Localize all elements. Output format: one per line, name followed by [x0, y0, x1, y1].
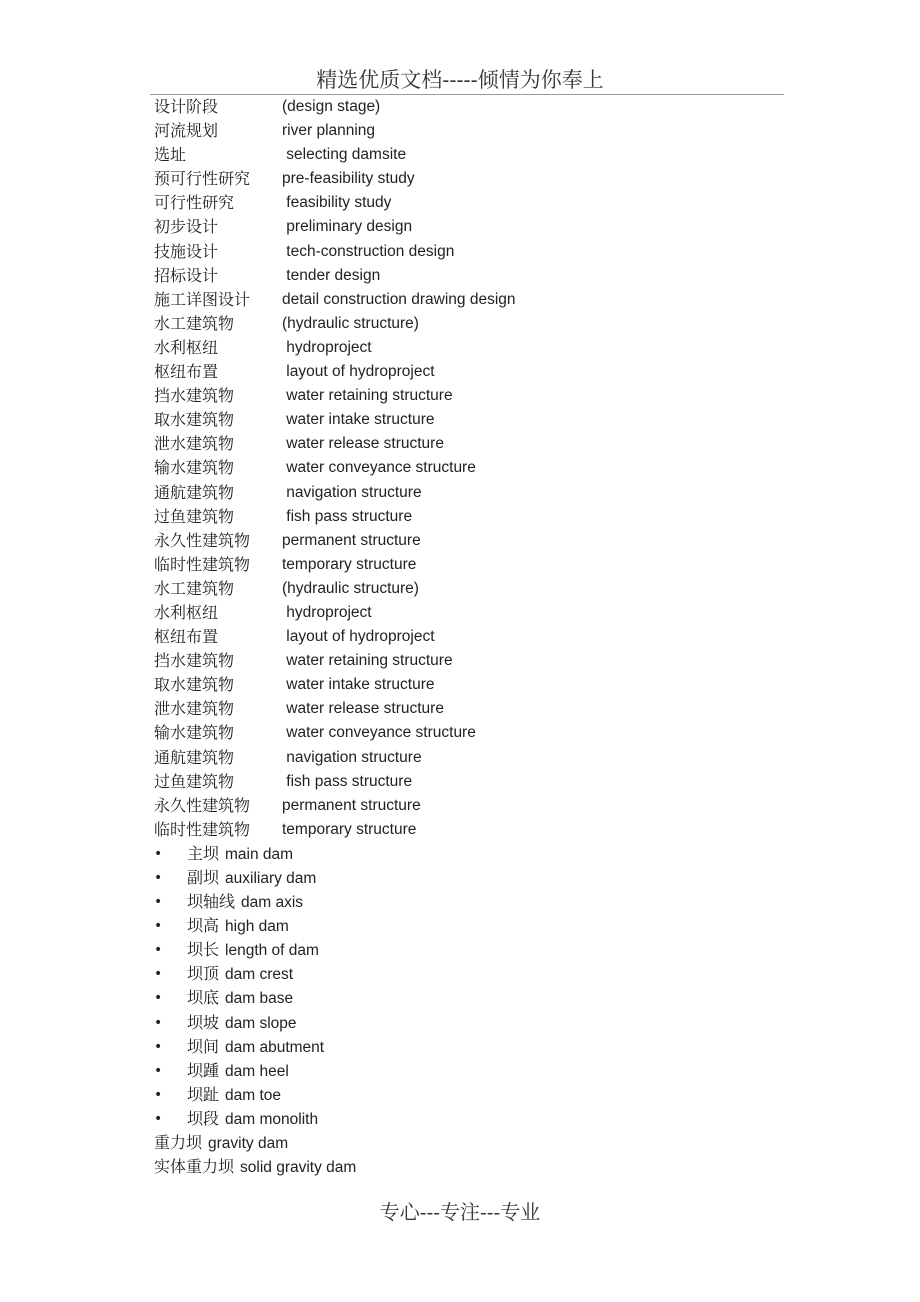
term-chinese: 过鱼建筑物: [154, 506, 235, 526]
glossary-content: [154, 95, 774, 1179]
bullet-term-chinese: 坝坡: [187, 1012, 220, 1032]
term-english: feasibility study: [282, 194, 392, 212]
term-chinese: 招标设计: [154, 265, 219, 285]
term-chinese: 枢纽布置: [154, 362, 219, 382]
term-row: [154, 264, 774, 288]
bullet-marker: •: [154, 1038, 163, 1055]
term-row: [154, 191, 774, 215]
bullet-term: [187, 914, 289, 939]
plain-row: [154, 1155, 774, 1179]
term-chinese: 取水建筑物: [154, 410, 235, 430]
term-chinese: 永久性建筑物: [154, 795, 251, 815]
bullet-marker: •: [154, 942, 163, 959]
term-chinese: 设计阶段: [154, 97, 219, 116]
term-english: water conveyance structure: [282, 459, 476, 477]
bullet-term: [187, 1035, 324, 1060]
term-english: layout of hydroproject: [282, 628, 435, 646]
term-english: hydroproject: [282, 338, 372, 356]
bullet-term: [187, 1011, 297, 1036]
term-row: [154, 746, 774, 770]
term-english: temporary structure: [282, 820, 417, 838]
plain-term-english: gravity dam: [208, 1135, 289, 1153]
bullet-term-english: dam heel: [225, 1062, 289, 1080]
term-english: (hydraulic structure): [282, 579, 419, 597]
bullet-term-english: dam slope: [225, 1014, 297, 1032]
bullet-marker: •: [154, 894, 163, 911]
bullet-row: [154, 914, 774, 938]
bullet-term-english: dam abutment: [225, 1038, 325, 1056]
bullet-term-english: dam monolith: [225, 1110, 319, 1128]
bullet-term-chinese: 坝间: [187, 1036, 220, 1056]
bullet-marker: •: [154, 990, 163, 1007]
plain-term-english: solid gravity dam: [240, 1159, 357, 1177]
term-chinese: 水利枢纽: [154, 337, 219, 357]
term-english: river planning: [282, 122, 376, 140]
term-english: water intake structure: [282, 676, 435, 694]
bullet-term: [187, 890, 303, 915]
term-row: [154, 553, 774, 577]
term-chinese: 取水建筑物: [154, 675, 235, 695]
term-chinese: 预可行性研究: [154, 169, 251, 189]
bullet-row: [154, 1059, 774, 1083]
term-row: [154, 649, 774, 673]
term-row: [154, 215, 774, 239]
term-row: [154, 529, 774, 553]
bullet-marker: •: [154, 1014, 163, 1031]
term-english: layout of hydroproject: [282, 363, 435, 381]
term-english: temporary structure: [282, 555, 417, 573]
plain-term-chinese: 实体重力坝: [154, 1157, 235, 1177]
term-english: selecting damsite: [282, 146, 407, 164]
term-english: navigation structure: [282, 483, 422, 501]
term-row: [154, 697, 774, 721]
page-header: 精选优质文档-----倾情为你奉上: [316, 68, 604, 92]
plain-term-chinese: 重力坝: [154, 1133, 203, 1153]
term-row: [154, 818, 774, 842]
plain-term-list: [154, 1131, 774, 1179]
term-chinese: 水利枢纽: [154, 602, 219, 622]
term-row: [154, 601, 774, 625]
term-english: pre-feasibility study: [282, 170, 415, 188]
term-english: preliminary design: [282, 218, 413, 236]
term-english: tender design: [282, 266, 381, 284]
term-chinese: 挡水建筑物: [154, 651, 235, 671]
bullet-marker: •: [154, 870, 163, 886]
bullet-term-english: auxiliary dam: [225, 870, 317, 887]
term-row: [154, 770, 774, 794]
term-chinese: 通航建筑物: [154, 747, 235, 767]
term-row: [154, 360, 774, 384]
bullet-term-english: dam crest: [225, 966, 294, 984]
bullet-term-chinese: 坝趾: [187, 1084, 220, 1104]
bullet-row: [154, 842, 774, 866]
bullet-term-chinese: 坝底: [187, 988, 220, 1008]
term-list: [154, 95, 774, 842]
bullet-row: [154, 1035, 774, 1059]
bullet-term-english: high dam: [225, 918, 289, 936]
term-row: [154, 432, 774, 456]
term-chinese: 临时性建筑物: [154, 819, 251, 839]
term-chinese: 挡水建筑物: [154, 386, 235, 406]
bullet-term-english: main dam: [225, 845, 294, 863]
bullet-term: [187, 866, 316, 891]
bullet-term-chinese: 坝段: [187, 1108, 220, 1128]
term-chinese: 选址: [154, 145, 187, 165]
term-english: hydroproject: [282, 603, 372, 621]
term-row: [154, 794, 774, 818]
bullet-term: [187, 1107, 318, 1132]
term-chinese: 枢纽布置: [154, 627, 219, 647]
term-chinese: 临时性建筑物: [154, 554, 251, 574]
term-english: (design stage): [282, 98, 381, 115]
term-chinese: 可行性研究: [154, 193, 235, 213]
plain-row: [154, 1131, 774, 1155]
bullet-term-english: dam axis: [241, 894, 304, 912]
term-row: [154, 408, 774, 432]
term-row: [154, 577, 774, 601]
term-row: [154, 143, 774, 167]
term-chinese: 水工建筑物: [154, 313, 235, 333]
term-english: fish pass structure: [282, 772, 413, 790]
term-chinese: 通航建筑物: [154, 482, 235, 502]
bullet-row: [154, 962, 774, 986]
term-row: [154, 167, 774, 191]
bullet-row: [154, 890, 774, 914]
bullet-term-chinese: 坝踵: [187, 1060, 220, 1080]
bullet-term-chinese: 坝高: [187, 916, 220, 936]
bullet-term: [187, 842, 293, 867]
term-english: (hydraulic structure): [282, 314, 419, 332]
bullet-term-chinese: 坝顶: [187, 964, 220, 984]
bullet-term: [187, 1059, 289, 1084]
bullet-term-english: dam base: [225, 990, 294, 1008]
term-chinese: 输水建筑物: [154, 458, 235, 478]
term-row: [154, 456, 774, 480]
term-chinese: 输水建筑物: [154, 723, 235, 743]
term-english: tech-construction design: [282, 242, 455, 260]
term-row: [154, 481, 774, 505]
term-english: water release structure: [282, 435, 444, 453]
term-english: permanent structure: [282, 796, 421, 814]
term-row: [154, 673, 774, 697]
term-chinese: 过鱼建筑物: [154, 771, 235, 791]
term-row: [154, 336, 774, 360]
term-english: water conveyance structure: [282, 724, 476, 742]
term-row: [154, 625, 774, 649]
bullet-list: [154, 842, 774, 1131]
term-chinese: 水工建筑物: [154, 578, 235, 598]
bullet-row: [154, 1083, 774, 1107]
term-row: [154, 240, 774, 264]
term-row: [154, 288, 774, 312]
bullet-term: [187, 1083, 281, 1108]
bullet-marker: •: [154, 845, 163, 862]
term-row: [154, 119, 774, 143]
bullet-term-chinese: 坝长: [187, 940, 220, 960]
term-chinese: 永久性建筑物: [154, 530, 251, 550]
bullet-marker: •: [154, 1110, 163, 1127]
term-chinese: 施工详图设计: [154, 289, 251, 309]
bullet-marker: •: [154, 918, 163, 935]
bullet-row: [154, 1011, 774, 1035]
bullet-row: [154, 986, 774, 1010]
bullet-term-english: dam toe: [225, 1086, 282, 1104]
term-chinese: 泄水建筑物: [154, 434, 235, 454]
term-row: [154, 384, 774, 408]
bullet-term-chinese: 主坝: [187, 843, 220, 863]
bullet-term: [187, 938, 319, 963]
term-chinese: 技施设计: [154, 241, 219, 261]
term-english: fish pass structure: [282, 507, 413, 525]
bullet-row: [154, 1107, 774, 1131]
term-english: water retaining structure: [282, 387, 453, 405]
term-english: water retaining structure: [282, 652, 453, 670]
bullet-row: [154, 938, 774, 962]
term-english: permanent structure: [282, 531, 421, 549]
plain-term: [154, 1155, 356, 1180]
bullet-marker: •: [154, 1062, 163, 1079]
bullet-marker: •: [154, 966, 163, 983]
term-row: [154, 721, 774, 745]
bullet-term: [187, 986, 293, 1011]
term-row: [154, 95, 774, 119]
term-english: water intake structure: [282, 411, 435, 429]
term-row: [154, 312, 774, 336]
bullet-term-chinese: 副坝: [187, 868, 220, 887]
bullet-term-english: length of dam: [225, 942, 319, 960]
page-footer: 专心---专注---专业: [379, 1200, 541, 1224]
bullet-row: [154, 866, 774, 890]
plain-term: [154, 1131, 288, 1156]
term-chinese: 泄水建筑物: [154, 699, 235, 719]
term-english: navigation structure: [282, 748, 422, 766]
term-english: water release structure: [282, 700, 444, 718]
bullet-term: [187, 962, 293, 987]
term-chinese: 初步设计: [154, 217, 219, 237]
term-row: [154, 505, 774, 529]
bullet-term-chinese: 坝轴线: [187, 892, 236, 912]
term-english: detail construction drawing design: [282, 290, 516, 308]
term-chinese: 河流规划: [154, 121, 219, 141]
bullet-marker: •: [154, 1086, 163, 1103]
